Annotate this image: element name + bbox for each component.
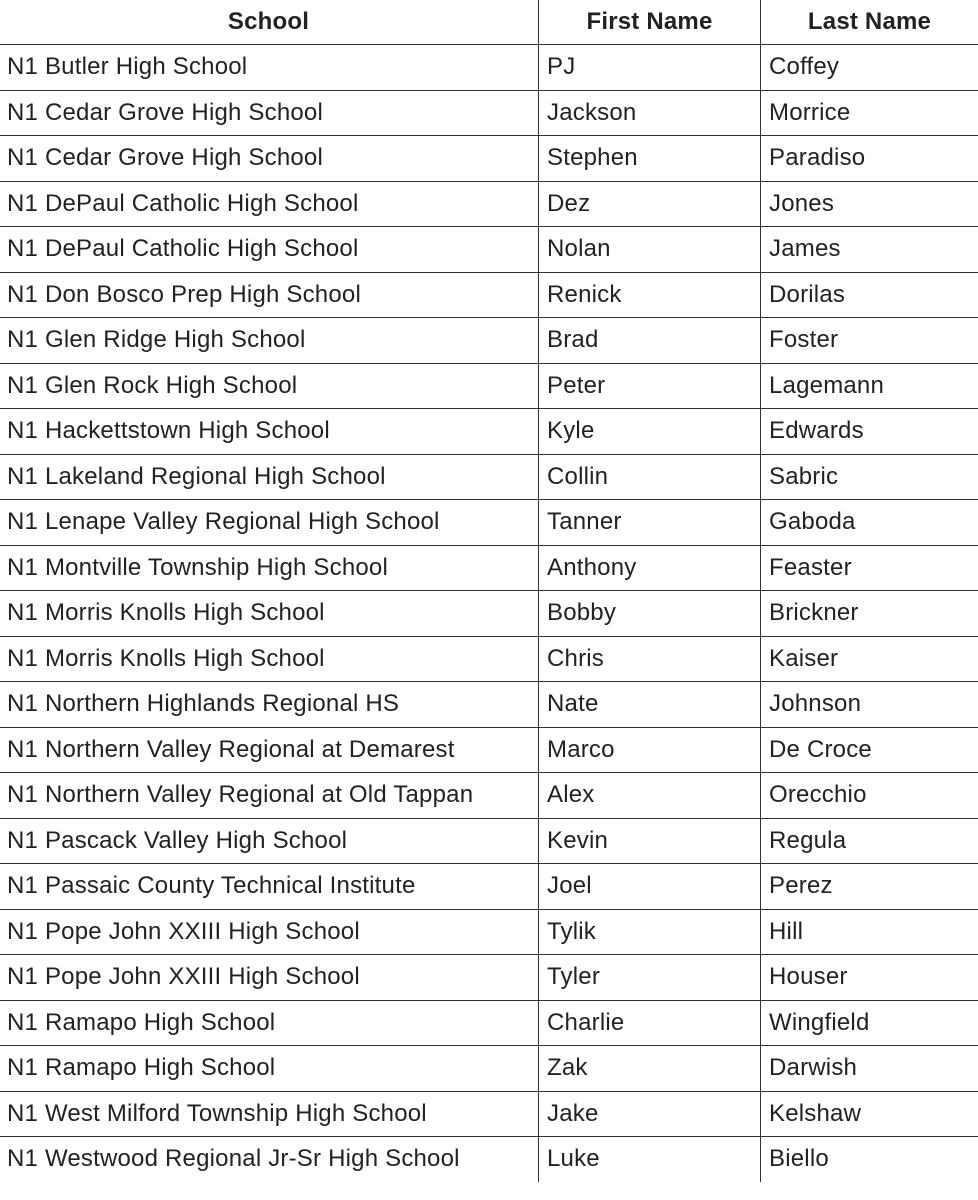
- cell-first-name[interactable]: Kevin: [539, 818, 761, 864]
- cell-school[interactable]: N1 Pascack Valley High School: [0, 818, 539, 864]
- header-first-name[interactable]: First Name: [539, 0, 761, 45]
- cell-first-name[interactable]: Collin: [539, 454, 761, 500]
- cell-first-name[interactable]: Peter: [539, 363, 761, 409]
- table-row: [0, 727, 978, 773]
- cell-last-name[interactable]: Houser: [761, 955, 978, 1001]
- cell-first-name[interactable]: Anthony: [539, 545, 761, 591]
- cell-school[interactable]: N1 Cedar Grove High School: [0, 90, 539, 136]
- cell-first-name[interactable]: Nate: [539, 682, 761, 728]
- cell-last-name[interactable]: Biello: [761, 1137, 978, 1182]
- cell-school[interactable]: N1 Lenape Valley Regional High School: [0, 500, 539, 546]
- cell-first-name[interactable]: Marco: [539, 727, 761, 773]
- cell-last-name[interactable]: De Croce: [761, 727, 978, 773]
- cell-last-name[interactable]: Johnson: [761, 682, 978, 728]
- cell-school[interactable]: N1 Northern Valley Regional at Old Tappan: [0, 773, 539, 819]
- cell-first-name[interactable]: Dez: [539, 181, 761, 227]
- table-row: [0, 1137, 978, 1182]
- cell-first-name[interactable]: Renick: [539, 272, 761, 318]
- cell-last-name[interactable]: James: [761, 227, 978, 273]
- table-row: [0, 682, 978, 728]
- cell-school[interactable]: N1 West Milford Township High School: [0, 1091, 539, 1137]
- cell-last-name[interactable]: Kelshaw: [761, 1091, 978, 1137]
- table-row: [0, 227, 978, 273]
- cell-last-name[interactable]: Lagemann: [761, 363, 978, 409]
- table-row: [0, 773, 978, 819]
- cell-school[interactable]: N1 Pope John XXIII High School: [0, 909, 539, 955]
- header-row: [0, 0, 978, 45]
- cell-last-name[interactable]: Sabric: [761, 454, 978, 500]
- cell-first-name[interactable]: Tylik: [539, 909, 761, 955]
- cell-last-name[interactable]: Gaboda: [761, 500, 978, 546]
- table-row: [0, 1000, 978, 1046]
- cell-school[interactable]: N1 Passaic County Technical Institute: [0, 864, 539, 910]
- cell-last-name[interactable]: Wingfield: [761, 1000, 978, 1046]
- cell-first-name[interactable]: Joel: [539, 864, 761, 910]
- cell-first-name[interactable]: Charlie: [539, 1000, 761, 1046]
- cell-first-name[interactable]: Zak: [539, 1046, 761, 1092]
- table-row: [0, 955, 978, 1001]
- cell-school[interactable]: N1 Glen Ridge High School: [0, 318, 539, 364]
- cell-first-name[interactable]: Alex: [539, 773, 761, 819]
- table-row: [0, 90, 978, 136]
- table-row: [0, 909, 978, 955]
- cell-school[interactable]: N1 Westwood Regional Jr-Sr High School: [0, 1137, 539, 1182]
- header-last-name[interactable]: Last Name: [761, 0, 978, 45]
- table-row: [0, 318, 978, 364]
- table-row: [0, 591, 978, 637]
- table-row: [0, 545, 978, 591]
- table-body: [0, 45, 978, 1182]
- cell-school[interactable]: N1 Morris Knolls High School: [0, 591, 539, 637]
- cell-first-name[interactable]: Jake: [539, 1091, 761, 1137]
- cell-last-name[interactable]: Feaster: [761, 545, 978, 591]
- cell-school[interactable]: N1 Northern Highlands Regional HS: [0, 682, 539, 728]
- cell-first-name[interactable]: Kyle: [539, 409, 761, 455]
- table-row: [0, 1046, 978, 1092]
- table-row: [0, 272, 978, 318]
- cell-last-name[interactable]: Perez: [761, 864, 978, 910]
- cell-first-name[interactable]: Chris: [539, 636, 761, 682]
- cell-first-name[interactable]: Luke: [539, 1137, 761, 1182]
- cell-last-name[interactable]: Orecchio: [761, 773, 978, 819]
- cell-last-name[interactable]: Dorilas: [761, 272, 978, 318]
- cell-last-name[interactable]: Foster: [761, 318, 978, 364]
- cell-school[interactable]: N1 Don Bosco Prep High School: [0, 272, 539, 318]
- cell-last-name[interactable]: Paradiso: [761, 136, 978, 182]
- cell-last-name[interactable]: Regula: [761, 818, 978, 864]
- cell-first-name[interactable]: Tanner: [539, 500, 761, 546]
- cell-last-name[interactable]: Brickner: [761, 591, 978, 637]
- cell-last-name[interactable]: Darwish: [761, 1046, 978, 1092]
- cell-school[interactable]: N1 Pope John XXIII High School: [0, 955, 539, 1001]
- cell-first-name[interactable]: Stephen: [539, 136, 761, 182]
- table-row: [0, 636, 978, 682]
- cell-school[interactable]: N1 Ramapo High School: [0, 1046, 539, 1092]
- cell-first-name[interactable]: Jackson: [539, 90, 761, 136]
- cell-last-name[interactable]: Kaiser: [761, 636, 978, 682]
- cell-school[interactable]: N1 DePaul Catholic High School: [0, 181, 539, 227]
- cell-last-name[interactable]: Coffey: [761, 45, 978, 91]
- cell-school[interactable]: N1 Lakeland Regional High School: [0, 454, 539, 500]
- header-school[interactable]: School: [0, 0, 539, 45]
- cell-last-name[interactable]: Jones: [761, 181, 978, 227]
- cell-school[interactable]: N1 Cedar Grove High School: [0, 136, 539, 182]
- table-header: [0, 0, 978, 45]
- cell-school[interactable]: N1 Montville Township High School: [0, 545, 539, 591]
- cell-first-name[interactable]: Nolan: [539, 227, 761, 273]
- table-row: [0, 818, 978, 864]
- cell-last-name[interactable]: Edwards: [761, 409, 978, 455]
- table-row: [0, 181, 978, 227]
- cell-school[interactable]: N1 Ramapo High School: [0, 1000, 539, 1046]
- table-row: [0, 1091, 978, 1137]
- cell-first-name[interactable]: Brad: [539, 318, 761, 364]
- cell-school[interactable]: N1 Butler High School: [0, 45, 539, 91]
- table-row: [0, 864, 978, 910]
- cell-first-name[interactable]: PJ: [539, 45, 761, 91]
- table-row: [0, 45, 978, 91]
- table-row: [0, 500, 978, 546]
- cell-last-name[interactable]: Morrice: [761, 90, 978, 136]
- cell-school[interactable]: N1 Glen Rock High School: [0, 363, 539, 409]
- cell-school[interactable]: N1 Morris Knolls High School: [0, 636, 539, 682]
- cell-first-name[interactable]: Tyler: [539, 955, 761, 1001]
- cell-first-name[interactable]: Bobby: [539, 591, 761, 637]
- table-row: [0, 363, 978, 409]
- table-row: [0, 136, 978, 182]
- table-row: [0, 454, 978, 500]
- cell-school[interactable]: N1 Northern Valley Regional at Demarest: [0, 727, 539, 773]
- cell-last-name[interactable]: Hill: [761, 909, 978, 955]
- table-row: [0, 409, 978, 455]
- cell-school[interactable]: N1 Hackettstown High School: [0, 409, 539, 455]
- cell-school[interactable]: N1 DePaul Catholic High School: [0, 227, 539, 273]
